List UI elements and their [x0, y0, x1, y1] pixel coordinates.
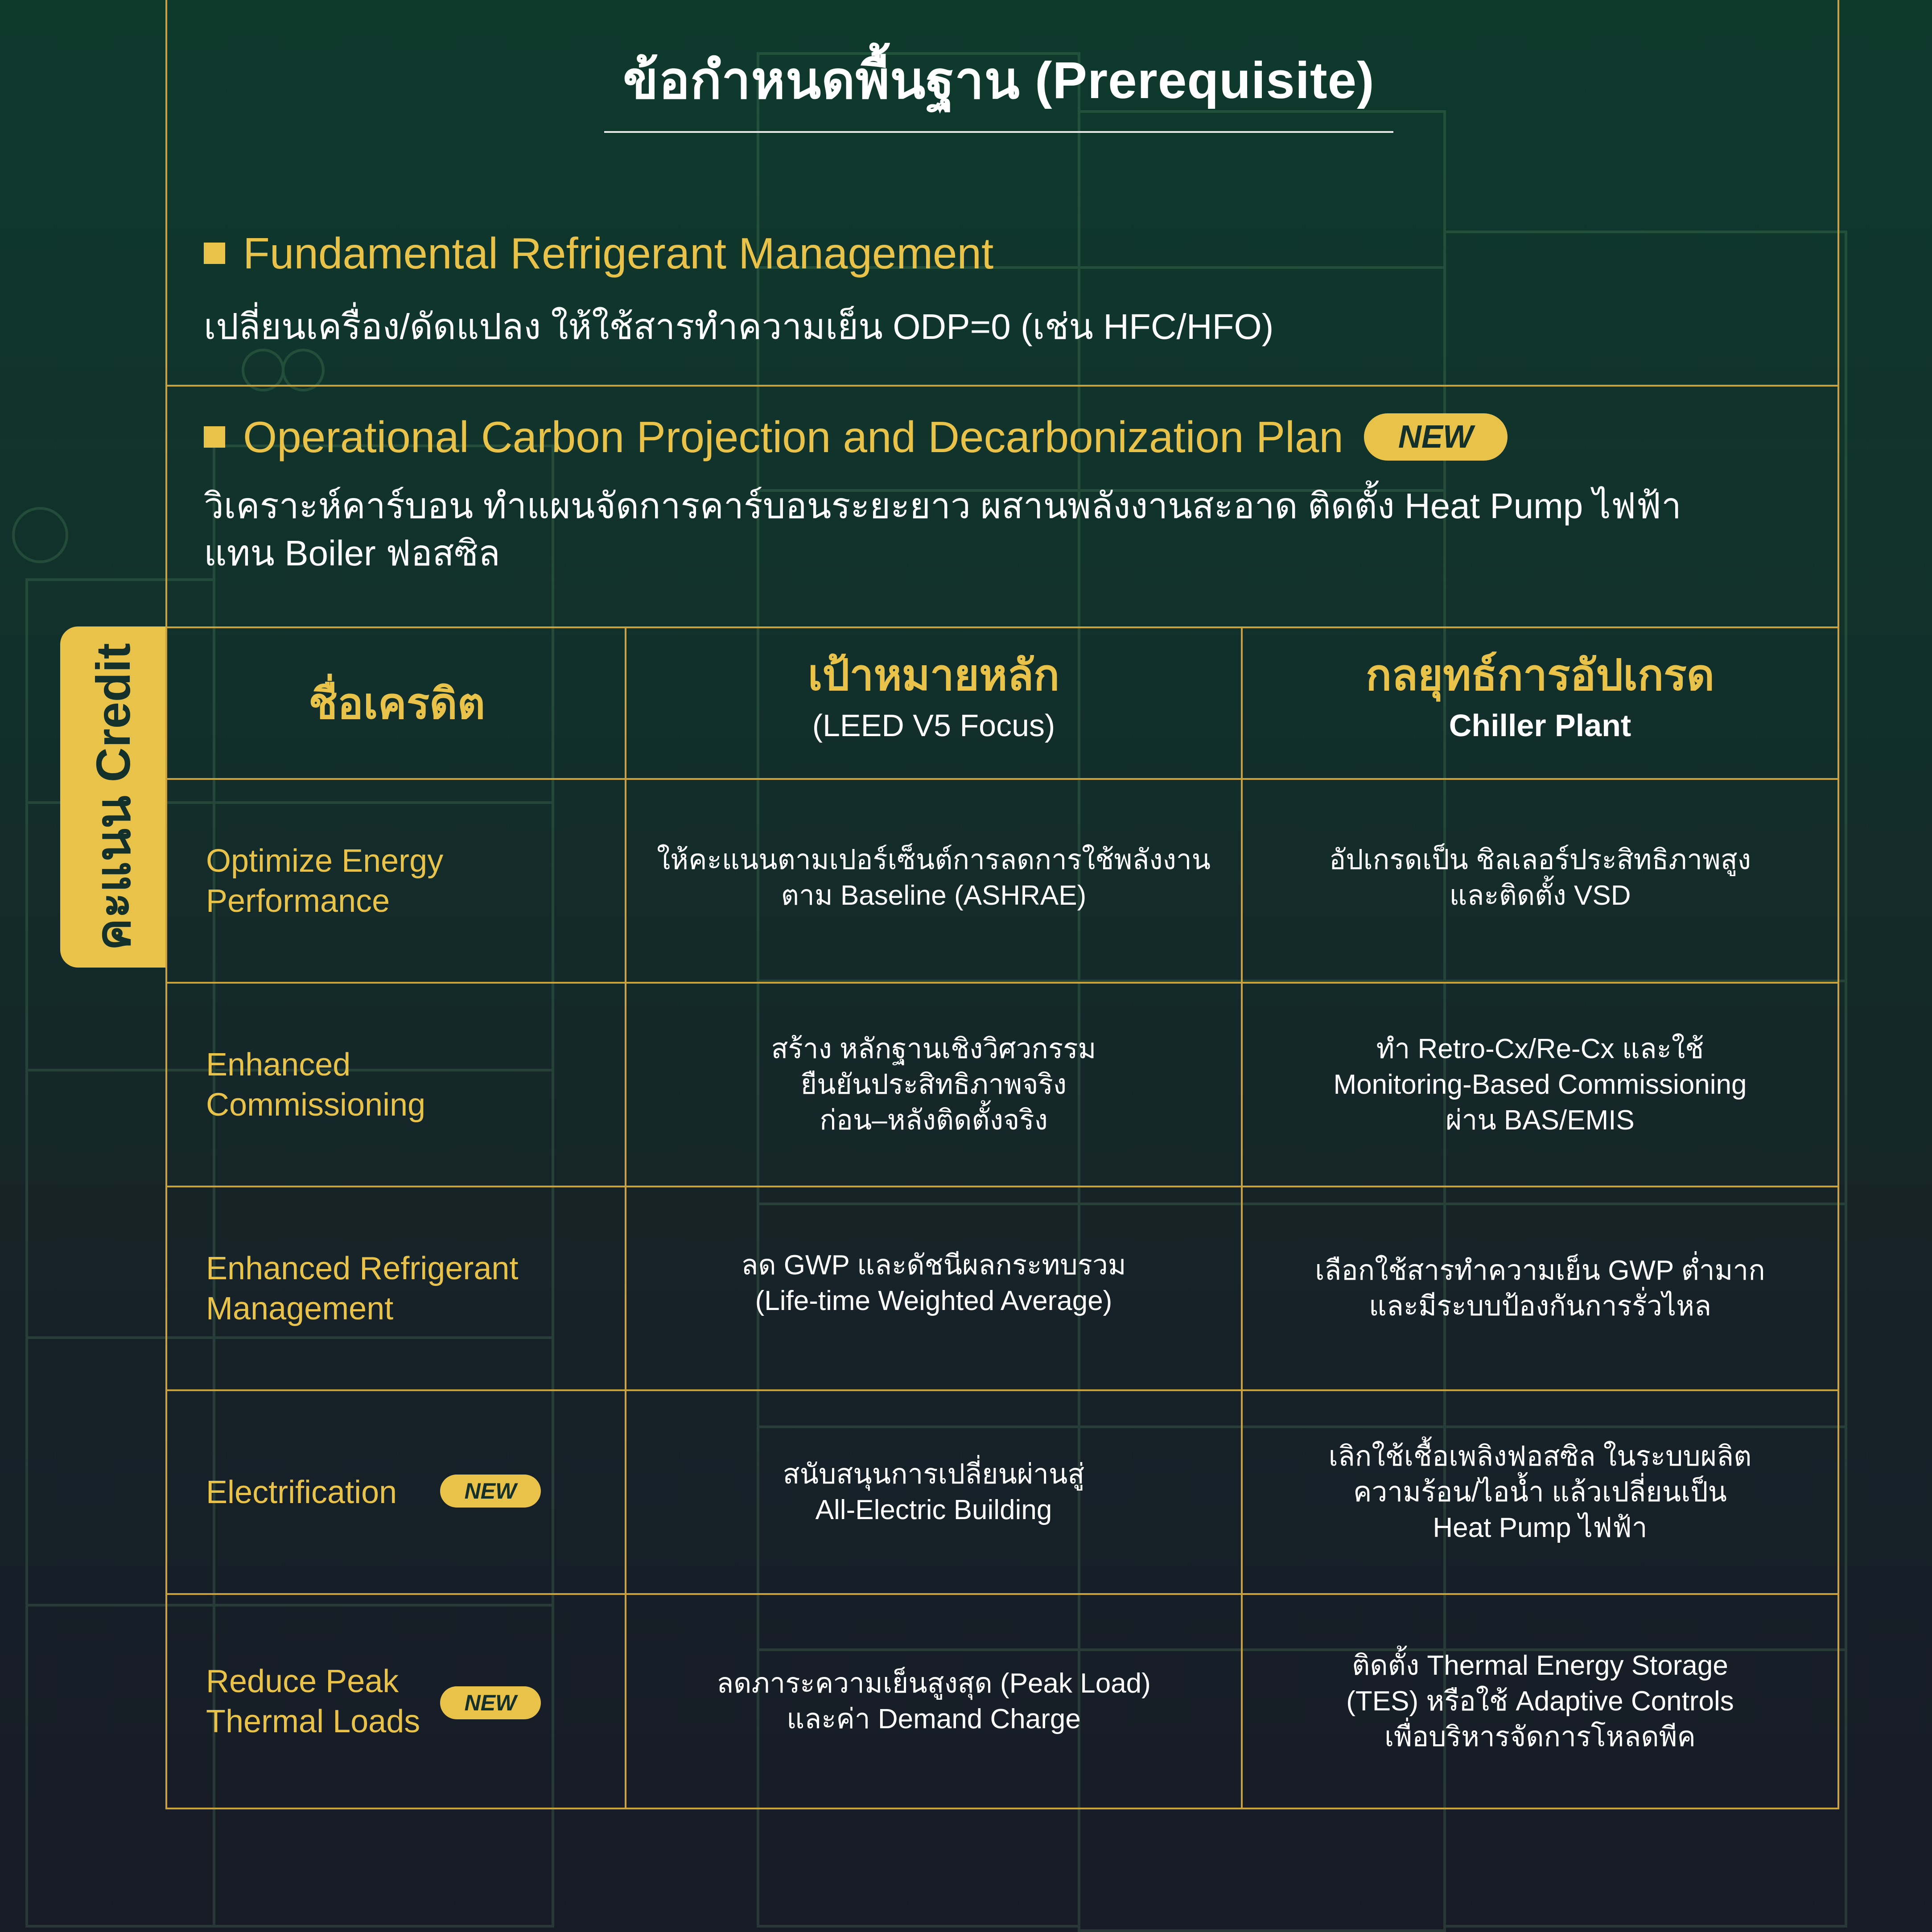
cell-line: ยืนยันประสิทธิภาพจริง: [800, 1069, 1067, 1100]
header-main-goal: [626, 647, 1241, 746]
header-strategy-title: กลยุทธ์การอัปเกรด: [1365, 651, 1715, 699]
table-bottom-border: [165, 1808, 1839, 1809]
row-name-line: Enhanced: [206, 1046, 351, 1083]
side-tab-label: คะแนน Credit: [86, 643, 140, 951]
cell-line: ผ่าน BAS/EMIS: [1446, 1104, 1635, 1136]
square-bullet-icon: [204, 426, 225, 448]
cell-line: ก่อน–หลังติดตั้งจริง: [820, 1104, 1048, 1136]
row-name-line: Commissioning: [206, 1087, 426, 1123]
table-cell-strategy: [1243, 1187, 1837, 1389]
header-strategy-subtitle: Chiller Plant: [1449, 708, 1631, 743]
table-row-name: [206, 1595, 420, 1808]
cell-line: (TES) หรือใช้ Adaptive Controls: [1346, 1685, 1734, 1717]
table-cell-goal: [626, 1391, 1241, 1593]
table-cell-goal: [626, 1595, 1241, 1808]
header-upgrade-strategy: [1243, 647, 1837, 746]
table-top-border: [165, 626, 1839, 628]
row-name-line: Management: [206, 1290, 394, 1326]
row-name-line: Thermal Loads: [206, 1703, 420, 1739]
description-line: วิเคราะห์คาร์บอน ทำแผนจัดการคาร์บอนระยะยาว ผสานพลังงานสะอาด ติดตั้ง Heat Pump ไฟฟ้า: [204, 486, 1681, 526]
header-credit-name: ชื่อเครดิต: [308, 680, 486, 728]
cell-line: ลด GWP และดัชนีผลกระทบรวม: [741, 1250, 1126, 1281]
table-cell-goal: [626, 984, 1241, 1186]
cell-line: Monitoring-Based Commissioning: [1333, 1069, 1747, 1100]
row-name-line: Optimize Energy: [206, 843, 444, 879]
prereq-item-heading: Operational Carbon Projection and Decarbonization Plan: [243, 412, 1343, 461]
row-name-line: Performance: [206, 883, 390, 919]
prereq-item-description: เปลี่ยนเครื่อง/ดัดแปลง ให้ใช้สารทำความเย็น ODP=0 (เช่น HFC/HFO): [204, 307, 1274, 346]
table-cell-strategy: [1243, 1595, 1837, 1808]
frame-left-border: [165, 0, 167, 1809]
prereq-item-description: [204, 482, 1681, 577]
prereq-item-fundamental-refrigerant: [204, 222, 993, 284]
cell-line: และค่า Demand Charge: [787, 1703, 1081, 1734]
table-cell-strategy: [1243, 1391, 1837, 1593]
cell-line: ให้คะแนนตามเปอร์เซ็นต์การลดการใช้พลังงาน: [656, 844, 1211, 875]
header-goal-subtitle: (LEED V5 Focus): [812, 708, 1055, 743]
table-row-name: [206, 780, 443, 982]
new-badge: NEW: [440, 1475, 541, 1508]
cell-line: และมีระบบป้องกันการรั่วไหล: [1368, 1290, 1712, 1322]
new-badge: NEW: [1364, 413, 1508, 461]
cell-line: ลดภาระความเย็นสูงสุด (Peak Load): [717, 1668, 1151, 1699]
prereq-item-operational-carbon: [204, 406, 1508, 468]
table-row-name: [206, 1187, 518, 1389]
credit-score-side-tab: [60, 626, 165, 968]
cell-line: สนับสนุนการเปลี่ยนผ่านสู่: [783, 1458, 1085, 1490]
table-row-name: [206, 1391, 397, 1593]
divider-prereq-1: [165, 385, 1839, 387]
table-cell-goal: [626, 780, 1241, 976]
cell-line: Heat Pump ไฟฟ้า: [1433, 1512, 1648, 1543]
cell-line: เลิกใช้เชื้อเพลิงฟอสซิล ในระบบผลิต: [1328, 1441, 1752, 1472]
cell-line: (Life-time Weighted Average): [755, 1285, 1112, 1316]
table-cell-goal: [626, 1187, 1241, 1379]
table-cell-strategy: [1243, 984, 1837, 1186]
cell-line: ทำ Retro-Cx/Re-Cx และใช้: [1376, 1033, 1704, 1064]
table-cell-strategy: [1243, 780, 1837, 976]
row-name-line: Electrification: [206, 1474, 397, 1510]
header-goal-title: เป้าหมายหลัก: [807, 651, 1060, 699]
cell-line: เพื่อบริหารจัดการโหลดพีค: [1384, 1721, 1696, 1752]
cell-line: เลือกใช้สารทำความเย็น GWP ต่ำมาก: [1315, 1255, 1765, 1286]
prerequisite-title: ข้อกำหนดพื้นฐาน (Prerequisite): [623, 51, 1375, 109]
row-name-line: Enhanced Refrigerant: [206, 1250, 519, 1286]
frame-right-border: [1837, 0, 1839, 1809]
cell-line: ติดตั้ง Thermal Energy Storage: [1352, 1650, 1728, 1681]
cell-line: สร้าง หลักฐานเชิงวิศวกรรม: [771, 1033, 1096, 1064]
cell-line: ตาม Baseline (ASHRAE): [781, 880, 1087, 911]
cell-line: และติดตั้ง VSD: [1449, 880, 1631, 911]
cell-line: ความร้อน/ไอน้ำ แล้วเปลี่ยนเป็น: [1353, 1476, 1727, 1508]
prereq-item-heading: Fundamental Refrigerant Management: [243, 228, 994, 278]
square-bullet-icon: [204, 243, 225, 264]
description-line: แทน Boiler ฟอสซิล: [204, 533, 500, 573]
cell-line: All-Electric Building: [815, 1494, 1052, 1525]
title-underline: [604, 131, 1393, 133]
cell-line: อัปเกรดเป็น ชิลเลอร์ประสิทธิภาพสูง: [1329, 844, 1751, 875]
new-badge: NEW: [440, 1686, 541, 1719]
row-name-line: Reduce Peak: [206, 1663, 399, 1699]
table-row-name: [206, 984, 425, 1186]
